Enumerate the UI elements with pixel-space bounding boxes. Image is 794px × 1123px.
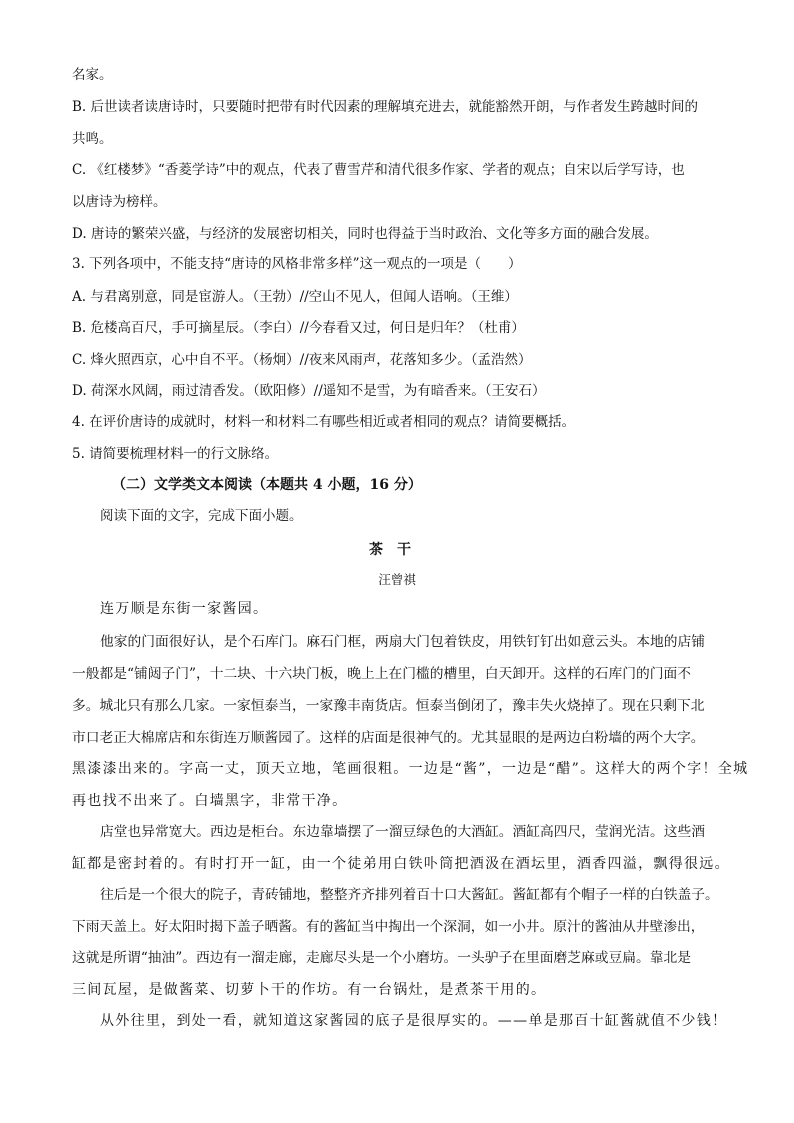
question-3-option-a: A. 与君离别意，同是宦游人。（王勃）//空山不见人，但闻人语响。（王维） bbox=[72, 289, 518, 305]
story-line: 这就是所谓“抽油”。西边有一溜走廊，走廊尽头是一个小磨坊。一头驴子在里面磨芝麻或豆扁。靠北是 bbox=[72, 950, 692, 966]
story-paragraph: 往后是一个很大的院子，青砖铺地，整整齐齐排列着百十口大酱缸。酱缸都有个帽子一样的白铁盖子。 bbox=[100, 887, 719, 903]
question-3-option-c: C. 烽火照西京，心中自不平。（杨炯）//夜来风雨声，花落知多少。（孟浩然） bbox=[72, 352, 532, 368]
question-3: 3. 下列各项中，不能支持“唐诗的风格非常多样”这一观点的一项是（ ） bbox=[72, 256, 522, 272]
story-line: 多。城北只有那么几家。一家恒泰当，一家豫丰南货店。恒泰当倒闭了，豫丰失火烧掉了。现在只剩下北 bbox=[72, 698, 705, 714]
option-d-text: D. 唐诗的繁荣兴盛，与经济的发展密切相关，同时也得益于当时政治、文化等多方面的融合发展。 bbox=[72, 226, 658, 242]
story-paragraph: 从外往里，到处一看，就知道这家酱园的底子是很厚实的。——单是那百十缸酱就值不少钱！ bbox=[100, 1013, 728, 1029]
option-c-text: C. 《红楼梦》“香菱学诗”中的观点，代表了曹雪芹和清代很多作家、学者的观点；自宋以后学写诗，也 bbox=[72, 162, 685, 178]
text-line: 以唐诗为榜样。 bbox=[72, 194, 167, 210]
story-line: 缸都是密封着的。有时打开一缸，由一个徒弟用白铁卟筒把酒汲在酒坛里，酒香四溢，飘得很远。 bbox=[72, 856, 730, 872]
story-author: 汪曾祺 bbox=[378, 572, 416, 587]
question-3-option-b: B. 危楼高百尺，手可摘星辰。（李白）//今春看又过，何日是归年？（杜甫） bbox=[72, 320, 525, 336]
question-4: 4. 在评价唐诗的成就时，材料一和材料二有哪些相近或者相同的观点？请简要概括。 bbox=[72, 414, 576, 430]
story-line: 市口老正大棉席店和东街连万顺酱园了。这样的店面是很神气的。尤其显眼的是两边白粉墙的两个大字。 bbox=[72, 730, 705, 746]
story-line: 一般都是“铺闼子门”，十二块、十六块门板，晚上上在门槛的槽里，白天卸开。这样的石库门的门面不 bbox=[72, 666, 692, 682]
story-paragraph: 连万顺是东街一家酱园。 bbox=[100, 601, 269, 617]
story-line: 黑漆漆出来的。字高一丈，顶天立地，笔画很粗。一边是“酱”，一边是“醋”。这样大的两个字！全城 bbox=[72, 761, 749, 777]
section-heading: （二）文学类文本阅读（本题共 4 小题，16 分） bbox=[112, 477, 422, 493]
story-title: 茶干 bbox=[369, 542, 425, 558]
option-b-text: B. 后世读者读唐诗时，只要随时把带有时代因素的理解填充进去，就能豁然开朗，与作者发生跨越时间的 bbox=[72, 99, 699, 115]
story-line: 三间瓦屋，是做酱菜、切萝卜干的作坊。有一台锅灶，是煮茶干用的。 bbox=[72, 982, 547, 998]
question-3-option-d: D. 荷深水风阔，雨过清香发。（欧阳修）//遥知不是雪，为有暗香来。（王安石） bbox=[72, 383, 546, 399]
story-paragraph: 店堂也异常宽大。西边是柜台。东边靠墙摆了一溜豆绿色的大酒缸。酒缸高四尺，莹润光洁。这些酒 bbox=[100, 824, 706, 840]
story-paragraph: 他家的门面很好认，是个石库门。麻石门框，两扇大门包着铁皮，用铁钉钉出如意云头。本地的店铺 bbox=[100, 634, 706, 650]
question-5: 5. 请简要梳理材料一的行文脉络。 bbox=[72, 446, 279, 462]
story-line: 再也找不出来了。白墙黑字，非常干净。 bbox=[72, 793, 348, 809]
story-line: 下雨天盖上。好太阳时揭下盖子晒酱。有的酱缸当中掏出一个深洞，如一小井。原汁的酱油从井壁渗出， bbox=[72, 919, 705, 935]
reading-instruction: 阅读下面的文字，完成下面小题。 bbox=[100, 508, 303, 524]
text-line: 名家。 bbox=[72, 67, 113, 83]
text-line: 共鸣。 bbox=[72, 131, 113, 147]
